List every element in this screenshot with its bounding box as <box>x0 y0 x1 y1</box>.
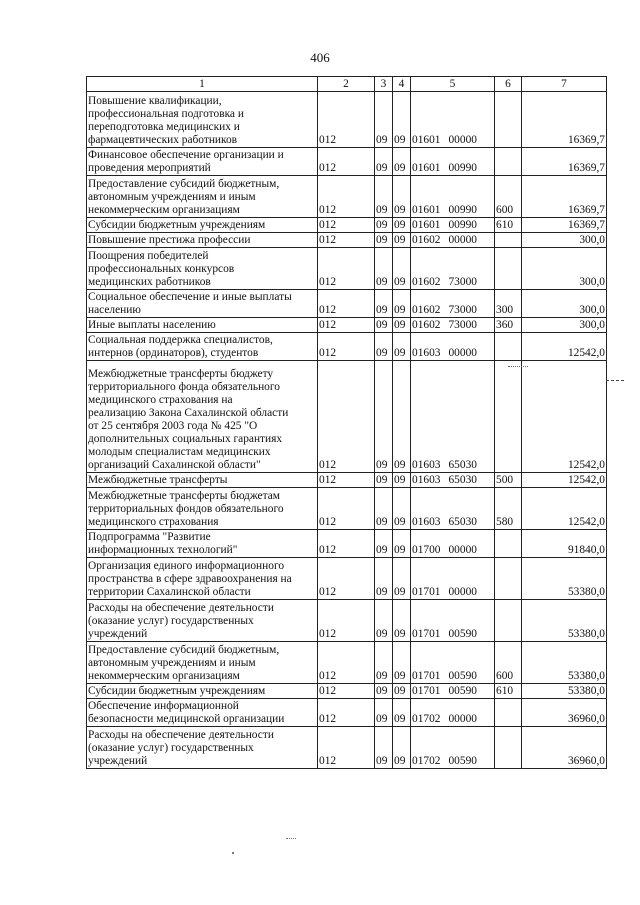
row-expense-type <box>495 248 522 290</box>
row-amount: 36960,0 <box>522 727 607 769</box>
row-section: 09 <box>375 488 393 530</box>
row-expense-type <box>495 530 522 558</box>
header-col-1: 1 <box>87 77 318 92</box>
row-subsection: 09 <box>393 148 411 176</box>
row-name-line: Организация единого информационного <box>88 560 285 572</box>
row-expense-type <box>495 233 522 248</box>
row-code: 012 <box>318 530 375 558</box>
row-subsection: 09 <box>393 290 411 318</box>
row-section: 09 <box>375 318 393 333</box>
row-item: 65030 <box>448 516 477 528</box>
row-item: 00000 <box>448 234 477 246</box>
header-col-6: 6 <box>495 77 522 92</box>
row-program: 01601 <box>412 162 441 174</box>
table-row <box>87 530 607 558</box>
row-code: 012 <box>318 176 375 218</box>
table-row <box>87 318 607 333</box>
row-code: 012 <box>318 333 375 361</box>
table-row <box>87 248 607 290</box>
row-section: 09 <box>375 361 393 473</box>
row-expense-type <box>495 600 522 642</box>
row-name-line: Межбюджетные трансферты <box>88 474 228 486</box>
row-item: 65030 <box>448 474 477 486</box>
row-subsection: 09 <box>393 248 411 290</box>
row-program: 01603 <box>412 516 441 528</box>
row-target-article <box>411 318 495 333</box>
row-section: 09 <box>375 218 393 233</box>
row-name-line: от 25 сентября 2003 года № 425 "О <box>88 420 258 432</box>
row-program: 01601 <box>412 134 441 146</box>
row-name-line: медицинского страхования <box>88 516 219 528</box>
row-name <box>87 642 318 684</box>
row-target-article <box>411 248 495 290</box>
row-name <box>87 218 318 233</box>
row-name-line: Расходы на обеспечение деятельности <box>88 602 274 614</box>
page-number: 406 <box>310 50 330 65</box>
row-item: 00000 <box>448 134 477 146</box>
row-target-article <box>411 600 495 642</box>
header-col-3: 3 <box>375 77 393 92</box>
row-name <box>87 558 318 600</box>
budget-table <box>86 76 607 769</box>
row-name-line: Иные выплаты населению <box>88 319 216 331</box>
row-target-article <box>411 530 495 558</box>
row-name-line: (оказание услуг) государственных <box>88 742 254 754</box>
row-target-article <box>411 727 495 769</box>
row-item: 00590 <box>448 670 477 682</box>
scan-mark <box>606 380 624 382</box>
row-subsection: 09 <box>393 473 411 488</box>
row-item: 73000 <box>448 276 477 288</box>
row-subsection: 09 <box>393 233 411 248</box>
row-amount: 300,0 <box>522 290 607 318</box>
row-item: 00590 <box>448 755 477 767</box>
header-col-2: 2 <box>318 77 375 92</box>
row-section: 09 <box>375 530 393 558</box>
scan-mark <box>232 852 234 854</box>
row-subsection: 09 <box>393 684 411 699</box>
row-item: 73000 <box>448 304 477 316</box>
table-body <box>87 92 607 769</box>
row-name <box>87 530 318 558</box>
row-target-article <box>411 642 495 684</box>
row-name-line: автономным учреждениям и иным <box>88 191 256 203</box>
row-section: 09 <box>375 473 393 488</box>
row-name <box>87 699 318 727</box>
row-name-line: информационных технологий" <box>88 544 238 556</box>
row-subsection: 09 <box>393 176 411 218</box>
row-name-line: некоммерческим организациям <box>88 204 240 216</box>
row-amount: 16369,7 <box>522 92 607 148</box>
row-name-line: Финансовое обеспечение организации и <box>88 149 284 161</box>
row-name-line: Повышение престижа профессии <box>88 234 251 246</box>
header-col-7: 7 <box>522 77 607 92</box>
row-expense-type <box>495 92 522 148</box>
row-name <box>87 684 318 699</box>
row-name-line: некоммерческим организациям <box>88 670 240 682</box>
row-name-line: проведения мероприятий <box>88 162 211 174</box>
row-name <box>87 176 318 218</box>
row-target-article <box>411 361 495 473</box>
row-item: 00000 <box>448 544 477 556</box>
row-code: 012 <box>318 318 375 333</box>
row-name <box>87 233 318 248</box>
scan-mark <box>286 838 296 840</box>
row-section: 09 <box>375 148 393 176</box>
row-expense-type: 580 <box>495 488 522 530</box>
row-item: 00990 <box>448 162 477 174</box>
row-section: 09 <box>375 176 393 218</box>
row-expense-type: 610 <box>495 218 522 233</box>
row-amount: 53380,0 <box>522 684 607 699</box>
row-subsection: 09 <box>393 488 411 530</box>
row-subsection: 09 <box>393 318 411 333</box>
row-name-line: дополнительных социальных гарантиях <box>88 433 283 445</box>
row-expense-type <box>495 361 522 473</box>
row-program: 01701 <box>412 670 441 682</box>
table-row <box>87 600 607 642</box>
row-name <box>87 290 318 318</box>
row-name-line: Предоставление субсидий бюджетным, <box>88 178 280 190</box>
row-name-line: реализацию Закона Сахалинской области <box>88 407 289 419</box>
row-target-article <box>411 176 495 218</box>
row-name-line: молодым специалистам медицинских <box>88 446 271 458</box>
row-amount: 12542,0 <box>522 473 607 488</box>
row-expense-type <box>495 333 522 361</box>
row-target-article <box>411 473 495 488</box>
row-expense-type: 600 <box>495 642 522 684</box>
row-target-article <box>411 558 495 600</box>
row-amount: 12542,0 <box>522 333 607 361</box>
table-row <box>87 642 607 684</box>
table-row <box>87 218 607 233</box>
row-name <box>87 333 318 361</box>
row-section: 09 <box>375 92 393 148</box>
row-section: 09 <box>375 642 393 684</box>
row-amount: 300,0 <box>522 318 607 333</box>
row-name-line: медицинских работников <box>88 276 211 288</box>
row-name-line: Социальное обеспечение и иные выплаты <box>88 291 292 303</box>
row-name-line: Расходы на обеспечение деятельности <box>88 729 274 741</box>
table-row <box>87 473 607 488</box>
row-item: 00990 <box>448 219 477 231</box>
row-code: 012 <box>318 488 375 530</box>
row-program: 01700 <box>412 544 441 556</box>
row-subsection: 09 <box>393 558 411 600</box>
table-row <box>87 233 607 248</box>
row-expense-type: 300 <box>495 290 522 318</box>
row-name-line: профессиональных конкурсов <box>88 263 235 275</box>
row-section: 09 <box>375 600 393 642</box>
table-row <box>87 176 607 218</box>
row-amount: 16369,7 <box>522 148 607 176</box>
row-name-line: населению <box>88 304 141 316</box>
row-name-line: Межбюджетные трансферты бюджетам <box>88 490 280 502</box>
row-expense-type: 360 <box>495 318 522 333</box>
row-name <box>87 473 318 488</box>
table-row <box>87 488 607 530</box>
row-name-line: Субсидии бюджетным учреждениям <box>88 685 266 697</box>
row-expense-type <box>495 148 522 176</box>
row-name <box>87 727 318 769</box>
row-subsection: 09 <box>393 699 411 727</box>
table-row <box>87 699 607 727</box>
row-program: 01601 <box>412 204 441 216</box>
row-amount: 300,0 <box>522 248 607 290</box>
row-target-article <box>411 148 495 176</box>
row-amount: 300,0 <box>522 233 607 248</box>
header-row <box>87 77 607 92</box>
row-program: 01603 <box>412 459 441 471</box>
row-expense-type <box>495 727 522 769</box>
row-amount: 12542,0 <box>522 488 607 530</box>
row-name-line: Подпрограмма "Развитие <box>88 531 211 543</box>
row-code: 012 <box>318 92 375 148</box>
row-item: 65030 <box>448 459 477 471</box>
row-section: 09 <box>375 558 393 600</box>
row-name <box>87 92 318 148</box>
table-row <box>87 361 607 473</box>
row-amount: 53380,0 <box>522 642 607 684</box>
row-program: 01603 <box>412 474 441 486</box>
row-program: 01602 <box>412 304 441 316</box>
row-expense-type: 500 <box>495 473 522 488</box>
row-name-line: учреждений <box>88 755 148 767</box>
row-program: 01601 <box>412 219 441 231</box>
row-subsection: 09 <box>393 727 411 769</box>
row-name-line: Поощрения победителей <box>88 250 209 262</box>
row-code: 012 <box>318 361 375 473</box>
row-program: 01701 <box>412 628 441 640</box>
row-amount: 53380,0 <box>522 600 607 642</box>
table-row <box>87 727 607 769</box>
table-row <box>87 290 607 318</box>
row-code: 012 <box>318 248 375 290</box>
row-name-line: переподготовка медицинских и <box>88 121 240 133</box>
row-name-line: медицинского страхования на <box>88 394 233 406</box>
row-name <box>87 318 318 333</box>
row-expense-type: 610 <box>495 684 522 699</box>
row-name-line: Обеспечение информационной <box>88 700 239 712</box>
row-name-line: профессиональная подготовка и <box>88 108 244 120</box>
table-row <box>87 148 607 176</box>
row-target-article <box>411 218 495 233</box>
row-expense-type <box>495 699 522 727</box>
row-amount: 53380,0 <box>522 558 607 600</box>
table-row <box>87 92 607 148</box>
row-name-line: пространства в сфере здравоохранения на <box>88 573 292 585</box>
scan-mark <box>508 366 528 368</box>
row-item: 00590 <box>448 685 477 697</box>
table-row <box>87 333 607 361</box>
row-name <box>87 248 318 290</box>
header-col-4: 4 <box>393 77 411 92</box>
row-name-line: Предоставление субсидий бюджетным, <box>88 644 280 656</box>
row-program: 01702 <box>412 713 441 725</box>
row-item: 00590 <box>448 628 477 640</box>
row-name-line: (оказание услуг) государственных <box>88 615 254 627</box>
row-item: 73000 <box>448 319 477 331</box>
row-target-article <box>411 290 495 318</box>
row-target-article <box>411 333 495 361</box>
row-target-article <box>411 488 495 530</box>
row-name <box>87 361 318 473</box>
row-section: 09 <box>375 727 393 769</box>
row-subsection: 09 <box>393 642 411 684</box>
row-name-line: Межбюджетные трансферты бюджету <box>88 368 274 380</box>
row-name-line: территории Сахалинской области <box>88 586 251 598</box>
row-amount: 16369,7 <box>522 218 607 233</box>
row-target-article <box>411 233 495 248</box>
row-code: 012 <box>318 148 375 176</box>
row-name <box>87 148 318 176</box>
table-row <box>87 558 607 600</box>
row-code: 012 <box>318 218 375 233</box>
row-name-line: автономным учреждениям и иным <box>88 657 256 669</box>
row-amount: 16369,7 <box>522 176 607 218</box>
row-expense-type: 600 <box>495 176 522 218</box>
row-name-line: учреждений <box>88 628 148 640</box>
row-section: 09 <box>375 333 393 361</box>
row-section: 09 <box>375 290 393 318</box>
row-program: 01701 <box>412 685 441 697</box>
row-name <box>87 488 318 530</box>
row-name-line: Субсидии бюджетным учреждениям <box>88 219 266 231</box>
row-program: 01701 <box>412 586 441 598</box>
row-subsection: 09 <box>393 218 411 233</box>
table-row <box>87 684 607 699</box>
row-name-line: фармацевтических работников <box>88 134 238 146</box>
row-subsection: 09 <box>393 600 411 642</box>
row-code: 012 <box>318 473 375 488</box>
row-name-line: территориального фонда обязательного <box>88 381 280 393</box>
row-program: 01602 <box>412 234 441 246</box>
row-item: 00990 <box>448 204 477 216</box>
row-program: 01602 <box>412 319 441 331</box>
row-item: 00000 <box>448 586 477 598</box>
row-name-line: интернов (ординаторов), студентов <box>88 347 259 359</box>
row-section: 09 <box>375 699 393 727</box>
row-code: 012 <box>318 684 375 699</box>
row-code: 012 <box>318 699 375 727</box>
header-col-5: 5 <box>411 77 495 92</box>
row-subsection: 09 <box>393 333 411 361</box>
row-expense-type <box>495 558 522 600</box>
row-section: 09 <box>375 684 393 699</box>
row-amount: 91840,0 <box>522 530 607 558</box>
row-code: 012 <box>318 558 375 600</box>
row-subsection: 09 <box>393 92 411 148</box>
row-item: 00000 <box>448 347 477 359</box>
row-amount: 12542,0 <box>522 361 607 473</box>
row-code: 012 <box>318 290 375 318</box>
row-name-line: безопасности медицинской организации <box>88 713 285 725</box>
row-section: 09 <box>375 233 393 248</box>
row-program: 01602 <box>412 276 441 288</box>
row-name-line: территориальных фондов обязательного <box>88 503 284 515</box>
row-subsection: 09 <box>393 361 411 473</box>
row-program: 01702 <box>412 755 441 767</box>
row-program: 01603 <box>412 347 441 359</box>
row-name-line: Повышение квалификации, <box>88 95 222 107</box>
row-name-line: Социальная поддержка специалистов, <box>88 334 273 346</box>
row-name-line: организаций Сахалинской области" <box>88 459 261 471</box>
row-amount: 36960,0 <box>522 699 607 727</box>
row-item: 00000 <box>448 713 477 725</box>
row-code: 012 <box>318 233 375 248</box>
row-name <box>87 600 318 642</box>
row-subsection: 09 <box>393 530 411 558</box>
row-section: 09 <box>375 248 393 290</box>
row-code: 012 <box>318 727 375 769</box>
row-code: 012 <box>318 600 375 642</box>
row-target-article <box>411 699 495 727</box>
row-code: 012 <box>318 642 375 684</box>
row-target-article <box>411 92 495 148</box>
row-target-article <box>411 684 495 699</box>
